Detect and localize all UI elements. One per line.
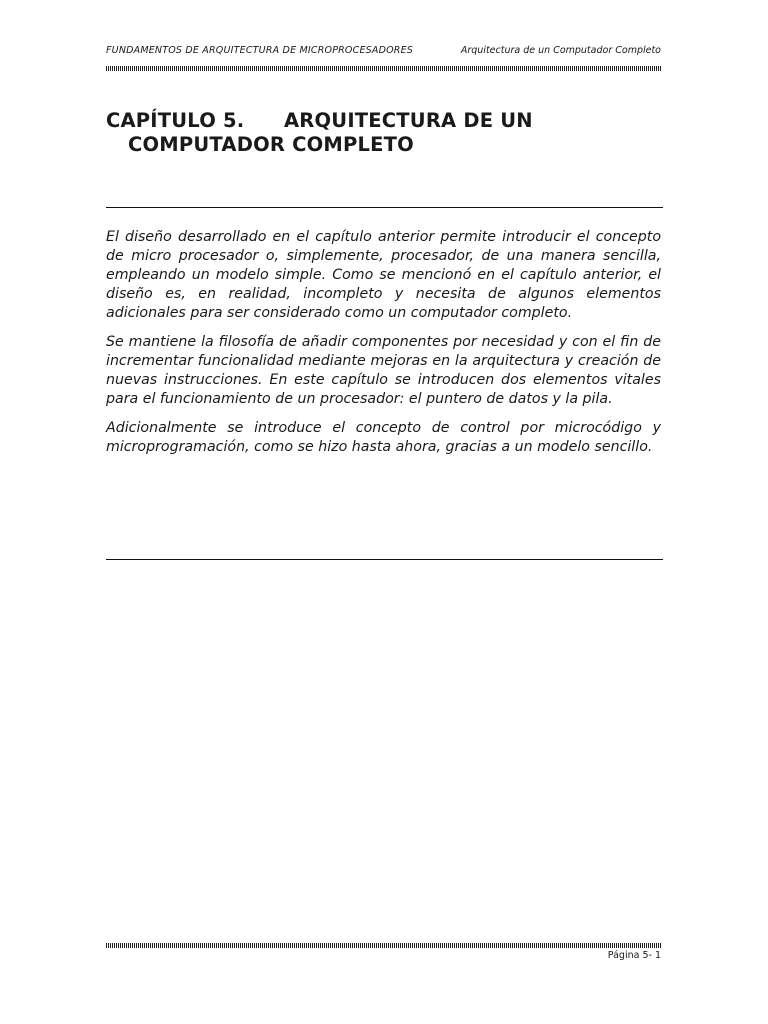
abstract-paragraph-3: Adicionalmente se introduce el concepto de control por microcódigo y microprogramación, como se hizo hasta ahora, gracias a un modelo sencillo. xyxy=(106,420,661,455)
abstract-bottom-rule xyxy=(106,559,663,560)
chapter-title-line1: ARQUITECTURA DE UN xyxy=(284,109,533,132)
running-header-chapter: Arquitectura de un Computador Completo xyxy=(460,45,661,56)
header-divider xyxy=(106,66,661,71)
chapter-number: CAPÍTULO 5. xyxy=(106,109,245,132)
running-header-course: FUNDAMENTOS DE ARQUITECTURA DE MICROPROCESADORES xyxy=(106,45,414,56)
chapter-abstract xyxy=(106,228,661,467)
abstract-top-rule xyxy=(106,207,663,208)
chapter-title xyxy=(106,109,666,157)
chapter-title-line2: COMPUTADOR COMPLETO xyxy=(128,133,414,156)
page-number: Página 5- 1 xyxy=(607,950,661,961)
footer-divider xyxy=(106,943,661,948)
abstract-paragraph-2: Se mantiene la filosofía de añadir componentes por necesidad y con el fin de incrementar funcionalidad mediante mejoras en la arquitectura y creación de nuevas instrucciones. En este capítulo se introducen dos elementos vitales para el funcionamiento de un procesador: el puntero de datos y la pila. xyxy=(106,334,661,407)
abstract-paragraph-1: El diseño desarrollado en el capítulo anterior permite introducir el concepto de micro procesador o, simplemente, procesador, de una manera sencilla, empleando un modelo simple. Como se mencionó en el capítulo anterior, el diseño es, en realidad, incompleto y necesita de algunos elementos adicionales para ser considerado como un computador completo. xyxy=(106,229,661,321)
